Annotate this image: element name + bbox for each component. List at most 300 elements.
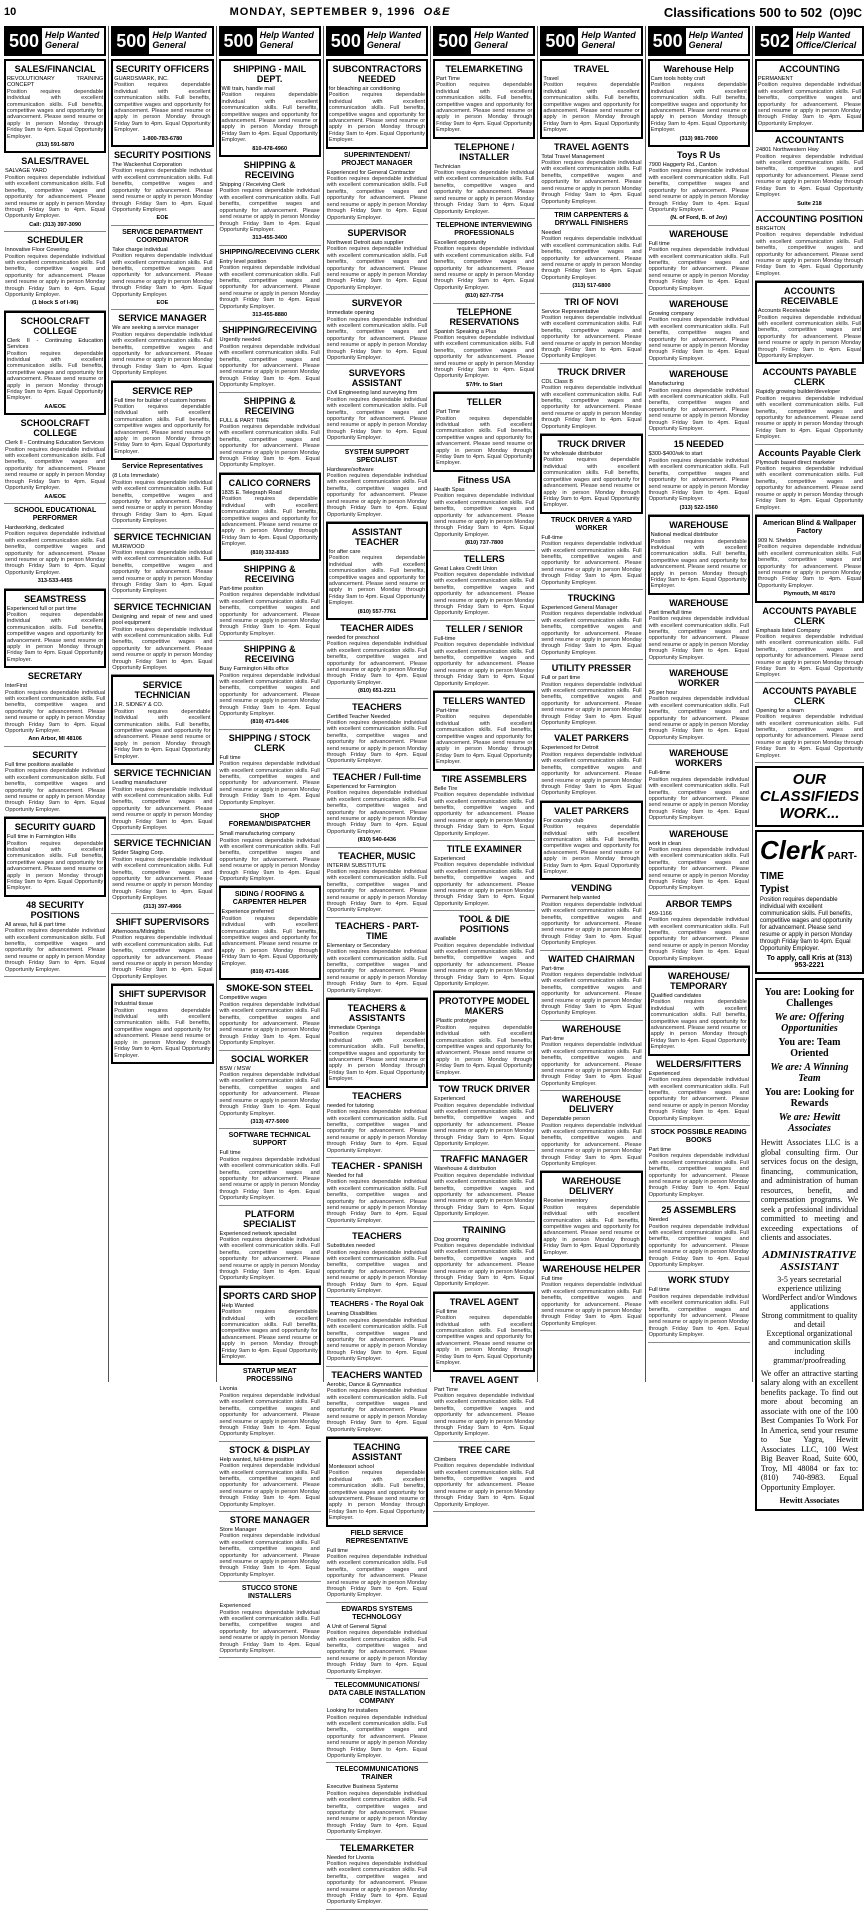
ad-subtitle: Livonia xyxy=(219,1386,238,1393)
hewitt-logo: Hewitt Associates xyxy=(779,1496,840,1506)
classified-ad xyxy=(433,691,535,771)
ad-body: Position requires dependable individual with excellent communication skills. Full benefits, competitive wages and opportunity for advancement. Please send resume or apply in person Monday through Friday 9am to 4pm. Equal Opportunity Employer. xyxy=(112,479,213,525)
ad-body: Position requires dependable individual with excellent communication skills. Full benefits, competitive wages and opportunity for advancement. Please send resume or apply in person Monday through Friday 9am to 4pm. Equal Opportunity Employer. xyxy=(541,314,642,360)
ad-subtitle: Plymouth based direct marketer xyxy=(755,459,835,466)
classified-ad xyxy=(540,1171,642,1261)
ad-subtitle: Total Travel Management xyxy=(541,153,605,160)
ad-title: WAREHOUSE DELIVERY xyxy=(561,1094,621,1115)
ad-body: Position requires dependable individual with excellent communication skills. Full benefits, competitive wages and opportunity for advancement. Please send resume or apply in person Monday through Friday 9am to 4pm. Equal Opportunity Employer. xyxy=(328,1470,426,1522)
classified-ad xyxy=(648,665,750,745)
section-header xyxy=(219,26,321,56)
classified-ad xyxy=(111,765,213,835)
classified-ad xyxy=(433,59,535,139)
ad-body: Position requires dependable individual with excellent communication skills. Full benefits, competitive wages and opportunity for advancement. Please send resume or apply in person Monday through Friday 9am to 4pm. Equal Opportunity Employer. xyxy=(5,446,106,492)
ad-subtitle: Experienced xyxy=(219,1603,251,1610)
ad-subtitle: Certified Teacher Needed xyxy=(326,713,391,720)
section-label: Help Wanted Office/Clerical xyxy=(795,30,857,50)
classified-ad xyxy=(433,219,535,304)
classified-ad xyxy=(648,1202,750,1272)
ad-contact: (810) 471-4166 xyxy=(250,969,289,975)
classified-ad xyxy=(648,745,750,825)
ad-body: Position requires dependable individual with excellent communication skills. Full benefits, competitive wages and opportunity for advancement. Please send resume or apply in person Monday through Friday 9am to 4pm. Equal Opportunity Employer. xyxy=(7,350,104,402)
column-8 xyxy=(753,26,866,1506)
ad-body: Position requires dependable individual with excellent communication skills. Full benefits, competitive wages and opportunity for advancement. Please send resume or apply in person Monday through Friday 9am to 4pm. Equal Opportunity Employer. xyxy=(326,1109,428,1154)
classified-ad xyxy=(111,226,213,311)
ad-subtitle: Experience preferred xyxy=(221,909,274,916)
classified-ad xyxy=(648,226,750,296)
ad-body: Position requires dependable individual with excellent communication skills. Full benefits, competitive wages and opportunity for advancement. Please send resume or apply in person Monday through Friday 9am to 4pm. Equal Opportunity Employer. xyxy=(112,935,213,980)
classified-ad xyxy=(4,897,106,977)
ad-body: Position requires dependable individual with excellent communication skills. Full benefits, competitive wages and opportunity for advancement. Please send resume or apply in person Monday through Friday 9am to 4pm. Equal Opportunity Employer. xyxy=(543,824,640,875)
ad-subtitle: Full time xyxy=(326,1547,348,1554)
ad-body: Position requires dependable individual with excellent communication skills. Full benefits, competitive wages and opportunity for advancement. Please send resume or apply in person Monday through Friday 9am to 4pm. Equal Opportunity Employer. xyxy=(541,1122,642,1167)
ad-body: Position requires dependable individual with excellent communication skills. Full benefits, competitive wages and opportunity for advancement. Please send resume or apply in person Monday through Friday 9am to 4pm. Equal Opportunity Employer. xyxy=(219,837,320,882)
ad-title: EDWARDS SYSTEMS TECHNOLOGY xyxy=(341,1605,413,1621)
ad-title: SHOP FOREMAN/DISPATCHER xyxy=(228,813,311,829)
ad-subtitle: Designing and repair of new and used pool equipment xyxy=(112,613,213,627)
ad-title: TEACHERS xyxy=(352,1090,402,1101)
classified-ad xyxy=(219,1286,321,1366)
ad-subtitle: We are seeking a service manager xyxy=(112,325,199,332)
ad-title: TREE CARE xyxy=(458,1444,511,1455)
ad-body: Position requires dependable individual with excellent communication skills. Full benefits, competitive wages and opportunity for advancement. Please send resume or apply in person Monday through Friday 9am to 4pm. Equal Opportunity Employer. xyxy=(543,1204,640,1256)
ad-title: SOCIAL WORKER xyxy=(230,1053,309,1064)
classified-ad xyxy=(326,699,428,769)
ad-body: Position requires dependable individual with excellent communication skills. Full benefits, competitive wages and opportunity for advancement. Please send resume or apply in person Monday through Friday 9am to 4pm. Equal Opportunity Employer. xyxy=(434,571,535,617)
classified-ad xyxy=(326,365,428,445)
ad-subtitle: Part-time xyxy=(541,1035,565,1042)
ad-title: WAREHOUSE xyxy=(669,369,729,380)
ad-body: Position requires dependable individual with excellent communication skills. Full benefits, competitive wages and opportunity for advancement. Please send resume or apply in person Monday through Friday 9am to 4pm. Equal Opportunity Employer. xyxy=(541,236,642,281)
ad-subtitle: work in clean xyxy=(648,840,682,847)
ad-subtitle: Permanent help wanted xyxy=(541,895,601,902)
section-label: Help Wanted General xyxy=(45,30,100,50)
classified-ad xyxy=(219,980,321,1050)
classified-ad xyxy=(326,998,428,1088)
ad-title: ACCOUNTS RECEIVABLE xyxy=(780,286,839,307)
ad-title: SHIPPING & RECEIVING xyxy=(243,563,296,584)
clerk-body: Position requires dependable individual with excellent communication skills. Full benefits, competitive wages and opportunity for advancement. Please send resume or apply in person Monday through Friday 9am to 4pm. Equal Opportunity Employer. xyxy=(759,897,853,953)
our-classifieds-banner: OUR CLASSIFIEDS WORK... xyxy=(755,766,864,827)
ad-title: Warehouse Help xyxy=(663,64,734,74)
ad-subtitle: Receive inventory xyxy=(543,1198,588,1205)
ad-title: SHIPPING/RECEIVING xyxy=(222,325,318,336)
ad-title: WORK STUDY xyxy=(667,1275,730,1286)
classified-ad xyxy=(326,1437,428,1527)
ad-body: Position requires dependable individual with excellent communication skills. Full benefits, competitive wages and opportunity for advancement. Please send resume or apply in person Monday through Friday 9am to 4pm. Equal Opportunity Employer. xyxy=(434,642,535,687)
classified-ad xyxy=(540,660,642,730)
ad-subtitle: Immediate opening xyxy=(326,310,375,317)
ad-title: UTILITY PRESSER xyxy=(551,663,632,674)
ad-contact: (810) 827-7754 xyxy=(465,293,504,300)
classified-ad xyxy=(4,504,106,589)
classified-ad xyxy=(4,311,106,415)
classified-ad xyxy=(111,59,213,147)
ad-title: SECURITY GUARD xyxy=(14,822,96,833)
ad-subtitle: Part Time xyxy=(434,1386,458,1393)
classified-ad xyxy=(111,460,213,528)
classified-ad xyxy=(219,810,321,886)
classified-ad xyxy=(433,991,535,1081)
ad-subtitle: Travel xyxy=(543,76,559,82)
ad-subtitle: All areas, full & part time xyxy=(5,921,66,928)
ad-subtitle: Experienced network specialist xyxy=(219,1230,297,1237)
ad-title: WAREHOUSE xyxy=(561,1023,621,1034)
classified-ad xyxy=(540,294,642,364)
ad-body: Position requires dependable individual with excellent communication skills. Full benefits, competitive wages and opportunity for advancement. Please send resume or apply in person Monday through Friday 9am to 4pm. Equal Opportunity Employer. xyxy=(221,1309,318,1361)
ad-body: Position requires dependable individual with excellent communication skills. Full benefits, competitive wages and opportunity for advancement. Please send resume or apply in person Monday through Friday 9am to 4pm. Equal Opportunity Employer. xyxy=(219,1156,320,1202)
ad-body: Position requires dependable individual with excellent communication skills. Full benefits, competitive wages and opportunity for advancement. Please send resume or apply in person Monday through Friday 9am to 4pm. Equal Opportunity Employer. xyxy=(757,82,862,127)
classified-ad xyxy=(326,1158,428,1228)
ad-subtitle: (8 Lots Immediate) xyxy=(112,473,159,480)
ad-title: STOCK POSSIBLE READING BOOKS xyxy=(650,1128,747,1144)
ad-subtitle: Executive Business Systems xyxy=(326,1784,399,1791)
ad-title: TIRE ASSEMBLERS xyxy=(441,773,527,784)
ad-subtitle: Clerk II - Continuing Education Services xyxy=(5,440,104,447)
ad-title: FIELD SERVICE REPRESENTATIVE xyxy=(345,1529,409,1545)
classified-ad xyxy=(326,1679,428,1763)
ad-body: Position requires dependable individual with excellent communication skills. Full benefits, competitive wages and opportunity for advancement. Please send resume or apply in person Monday through Friday 9am to 4pm. Equal Opportunity Employer. xyxy=(326,176,428,221)
ad-body: Position requires dependable individual with excellent communication skills. Full benefits, competitive wages and opportunity for advancement. Please send resume or apply in person Monday through Friday 9am to 4pm. Equal Opportunity Employer. xyxy=(5,174,106,220)
ad-body: Position requires dependable individual with excellent communication skills. Full benefits, competitive wages and opportunity for advancement. Please send resume or apply in person Monday through Friday 9am to 4pm. Equal Opportunity Employer. xyxy=(326,1388,428,1433)
ad-subtitle: Dog grooming xyxy=(434,1236,470,1243)
ad-contact: (810) 651-2211 xyxy=(357,688,396,695)
ad-subtitle: Experienced General Manager xyxy=(541,604,618,611)
ad-subtitle: Clerk II - Continuing Education Services xyxy=(7,337,104,351)
ad-subtitle: Part-time xyxy=(436,708,459,715)
classified-ad xyxy=(326,225,428,295)
classified-ad xyxy=(111,310,213,380)
ad-subtitle: Growing company xyxy=(648,310,694,317)
ad-subtitle: Part time/full time xyxy=(648,609,692,616)
ad-subtitle: Emphasis listed Company xyxy=(755,627,821,634)
classified-ad xyxy=(540,209,642,294)
classified-ad xyxy=(219,157,321,246)
ad-subtitle: INTERIM SUBSTITUTE xyxy=(326,862,387,869)
ad-subtitle: Full time xyxy=(436,1308,458,1315)
classified-ad xyxy=(326,59,428,149)
ad-subtitle: National medical distributor xyxy=(650,532,719,539)
classified-ad xyxy=(4,589,106,669)
ad-contact: EOE xyxy=(156,299,169,306)
ad-body: Position requires dependable individual with excellent communication skills. Full benefits, competitive wages and opportunity for advancement. Please send resume or apply in person Monday through Friday 9am to 4pm. Equal Opportunity Employer. xyxy=(648,387,749,433)
ad-title: SYSTEM SUPPORT SPECIALIST xyxy=(344,448,410,464)
ad-subtitle: Experienced full or part time xyxy=(7,605,77,612)
ad-body: Position requires dependable individual with excellent communication skills. Full benefits, competitive wages and opportunity for advancement. Please send resume or apply in person Monday through Friday 9am to 4pm. Equal Opportunity Employer. xyxy=(7,840,104,892)
ad-body: Position requires dependable individual with excellent communication skills. Full benefits, competitive wages and opportunity for advancement. Please send resume or apply in person Monday through Friday 9am to 4pm. Equal Opportunity Employer. xyxy=(5,768,106,813)
ad-title: STOCK & DISPLAY xyxy=(229,1444,311,1455)
clerk-typist-ad xyxy=(755,830,864,974)
classified-ad xyxy=(433,911,535,991)
ad-subtitle: Spider Staging Corp. xyxy=(112,850,165,857)
classified-ad xyxy=(433,771,535,841)
ad-body: Position requires dependable individual with excellent communication skills. Full benefits, competitive wages and opportunity for advancement. Please send resume or apply in person Monday through Friday 9am to 4pm. Equal Opportunity Employer. xyxy=(434,862,535,907)
ad-subtitle: REVOLUTIONARY TRAINING CONCEPT xyxy=(7,76,104,89)
classified-ad xyxy=(433,472,535,551)
ad-title: STARTUP MEAT PROCESSING xyxy=(242,1368,297,1384)
ad-body: Position requires dependable individual with excellent communication skills. Full benefits, competitive wages and opportunity for advancement. Please send resume or apply in person Monday through Friday 9am to 4pm. Equal Opportunity Employer. xyxy=(436,1024,533,1076)
ad-title: SPORTS CARD SHOP xyxy=(222,1290,317,1301)
ad-title: SUPERVISOR xyxy=(347,227,407,238)
ad-body: Position requires dependable individual with excellent communication skills. Full benefits, competitive wages and opportunity for advancement. Please send resume or apply in person Monday through Friday 9am to 4pm. Equal Opportunity Employer. xyxy=(5,531,106,576)
ad-body: Position requires dependable individual with excellent communication skills. Full benefits, competitive wages and opportunity for advancement. Please send resume or apply in person Monday through Friday 9am to 4pm. Equal Opportunity Employer. xyxy=(112,549,213,595)
classified-ad xyxy=(111,835,213,914)
ad-subtitle: Belle Tire xyxy=(434,785,458,792)
ad-body: Position requires dependable individual with excellent communication skills. Full benefits, competitive wages and opportunity for advancement. Please send resume or apply in person Monday through Friday 9am to 4pm. Equal Opportunity Employer. xyxy=(648,1223,749,1269)
ad-title: WAREHOUSE xyxy=(669,520,729,531)
ad-contact: (313) 522-1560 xyxy=(679,504,718,511)
ad-body: Position requires dependable individual with excellent communication skills. Full benefits, competitive wages and opportunity for advancement. Please send resume or apply in person Monday through Friday 9am to 4pm. Equal Opportunity Employer. xyxy=(755,153,864,199)
ad-title: TEACHER AIDES xyxy=(340,622,414,633)
classified-ad xyxy=(540,1091,642,1171)
ad-body: Position requires dependable individual with excellent communication skills. Full benefits, competitive wages and opportunity for advancement. Please send resume or apply in person Monday through Friday 9am to 4pm. Equal Opportunity Employer. xyxy=(541,681,642,727)
ad-body: Position requires dependable individual with excellent communication skills. Full benefits, competitive wages and opportunity for advancement. Please send resume or apply in person Monday through Friday 9am to 4pm. Equal Opportunity Employer. xyxy=(648,457,749,503)
ad-body: Position requires dependable individual with excellent communication skills. Full benefits, competitive wages and opportunity for advancement. Please send resume or apply in person Monday through Friday 9am to 4pm. Equal Opportunity Employer. xyxy=(326,1714,428,1759)
classified-ad xyxy=(540,730,642,800)
classified-ad xyxy=(326,848,428,918)
classified-ad xyxy=(648,896,750,966)
ad-body: Position requires dependable individual with excellent communication skills. Full benefits, competitive wages and opportunity for advancement. Please send resume or apply in person Monday through Friday 9am to 4pm. Equal Opportunity Employer. xyxy=(648,317,749,362)
ad-title: SHIPPING & RECEIVING xyxy=(243,160,296,181)
ad-title: WAREHOUSE xyxy=(669,298,729,309)
ad-title: Toys R Us xyxy=(677,150,721,161)
ad-subtitle: Rapidly growing builder/developer xyxy=(755,389,841,396)
ad-title: TRAINING xyxy=(462,1224,506,1235)
page-header xyxy=(0,0,868,24)
ad-subtitle: Substitutes needed xyxy=(326,1243,375,1250)
ad-subtitle: Full time xyxy=(219,1150,241,1157)
classified-ad xyxy=(540,1261,642,1331)
ad-contact: (313) 591-5870 xyxy=(36,142,75,149)
ad-body: Position requires dependable individual with excellent communication skills. Full benefits, competitive wages and opportunity for advancement. Please send resume or apply in person Monday through Friday 9am to 4pm. Equal Opportunity Employer. xyxy=(7,611,104,663)
ad-contact: 313-533-4455 xyxy=(37,578,73,585)
page-date: MONDAY, SEPTEMBER 9, 1996 O&E xyxy=(229,6,451,18)
section-number: 500 xyxy=(328,28,364,54)
section-number: 502 xyxy=(757,28,793,54)
ad-subtitle: BSW / MSW xyxy=(219,1065,251,1072)
ad-body: Position requires dependable individual with excellent communication skills. Full benefits, competitive wages and opportunity for advancement. Please send resume or apply in person Monday through Friday 9am to 4pm. Equal Opportunity Employer. xyxy=(114,404,211,455)
classified-ad xyxy=(4,747,106,817)
classified-ad xyxy=(433,1222,535,1292)
ad-subtitle: Hardworking, dedicated xyxy=(5,524,64,531)
column-7 xyxy=(646,26,753,1382)
ad-subtitle: Qualified candidates xyxy=(650,993,702,1000)
ad-title: WAREHOUSE WORKER xyxy=(669,668,729,689)
ad-title: WAREHOUSE xyxy=(669,828,729,839)
section-number: 500 xyxy=(435,28,471,54)
ad-title: TEACHERS & ASSISTANTS xyxy=(347,1003,407,1024)
classified-ad xyxy=(219,561,321,641)
ad-body: Position requires dependable individual with excellent communication skills. Full benefits, competitive wages and opportunity for advancement. Please send resume or apply in person Monday through Friday 9am to 4pm. Equal Opportunity Employer. xyxy=(757,314,862,359)
classified-ad xyxy=(433,1292,535,1372)
ad-body: Position requires dependable individual with excellent communication skills. Full benefits, competitive wages and opportunity for advancement. Please send resume or apply in person Monday through Friday 9am to 4pm. Equal Opportunity Employer. xyxy=(326,246,428,291)
ad-subtitle: Civil Engineering land surveying firm xyxy=(326,390,418,397)
ad-subtitle: Cam tools hobby craft xyxy=(650,76,706,82)
ad-subtitle: $300-$400/wk to start xyxy=(648,451,703,458)
ad-title: TRAFFIC MANAGER xyxy=(440,1154,528,1165)
section-label: Help Wanted General xyxy=(366,30,422,50)
ad-subtitle: Busy Farmington Hills office xyxy=(219,666,289,673)
classified-ad xyxy=(326,1840,428,1910)
ad-subtitle: Store Manager xyxy=(219,1526,257,1533)
ad-title: SALES/FINANCIAL xyxy=(14,64,96,74)
ad-subtitle: Warehouse & distribution xyxy=(434,1166,497,1173)
ad-body: Position requires dependable individual with excellent communication skills. Full benefits, competitive wages and opportunity for advancement. Please send resume or apply in person Monday through Friday 9am to 4pm. Equal Opportunity Employer. xyxy=(326,1630,428,1675)
ad-subtitle: Full time positions available xyxy=(5,761,74,768)
clerk-apply: To apply, call Kris at (313) 953-2221 xyxy=(766,955,853,970)
ad-body: Position requires dependable individual with excellent communication skills. Full benefits, competitive wages and opportunity for advancement. Please send resume or apply in person Monday through Friday 9am to 4pm. Equal Opportunity Employer. xyxy=(434,1392,535,1438)
ad-body: Position requires dependable individual with excellent communication skills. Full benefits, competitive wages and opportunity for advancement. Please send resume or apply in person Monday through Friday 9am to 4pm. Equal Opportunity Employer. xyxy=(543,82,640,134)
ad-title: SECRETARY xyxy=(27,671,83,682)
ad-title: TEACHING ASSISTANT xyxy=(351,1441,403,1462)
section-label: Help Wanted General xyxy=(152,30,207,50)
classified-ad xyxy=(433,304,535,393)
ad-subtitle: Needed for fall xyxy=(326,1172,364,1179)
ad-subtitle: Dependable person xyxy=(541,1116,591,1123)
classified-ad xyxy=(755,59,864,132)
ad-title: TEACHERS - PART-TIME xyxy=(335,920,419,941)
ad-subtitle: for wholesale distributor xyxy=(543,451,603,458)
classified-ad xyxy=(755,132,864,211)
ad-body: Position requires dependable individual with excellent communication skills. Full benefits, competitive wages and opportunity for advancement. Please send resume or apply in person Monday through Friday 9am to 4pm. Equal Opportunity Employer. xyxy=(541,972,642,1017)
ad-title: Accounts Payable Clerk xyxy=(758,447,861,458)
ad-body: Position requires dependable individual with excellent communication skills. Full benefits, competitive wages and opportunity for advancement. Please send resume or apply in person Monday through Friday 9am to 4pm. Equal Opportunity Employer. xyxy=(5,928,106,973)
classified-ad xyxy=(219,641,321,730)
ad-body: Position requires dependable individual with excellent communication skills. Full benefits, competitive wages and opportunity for advancement. Please send resume or apply in person Monday through Friday 9am to 4pm. Equal Opportunity Employer. xyxy=(436,714,533,766)
ad-subtitle: for bleaching air conditioning xyxy=(328,86,401,92)
classified-ad xyxy=(433,841,535,911)
ad-body: Position requires dependable individual with excellent communication skills. Full benefits, competitive wages and opportunity for advancement. Please send resume or apply in person Monday through Friday 9am to 4pm. Equal Opportunity Employer. xyxy=(648,846,749,892)
classified-ad xyxy=(111,529,213,599)
ad-body: Position requires dependable individual with excellent communication skills. Full benefits, competitive wages and opportunity for advancement. Please send resume or apply in person Monday through Friday 9am to 4pm. Equal Opportunity Employer. xyxy=(326,396,428,442)
ad-title: TELLER / SENIOR xyxy=(445,623,523,634)
ad-subtitle: Urgently needed xyxy=(219,337,261,344)
classified-ad xyxy=(4,153,106,232)
ad-body: Position requires dependable individual with excellent communication skills. Full benefits, competitive wages and opportunity for advancement. Please send resume or apply in person Monday through Friday 9am to 4pm. Equal Opportunity Employer. xyxy=(436,415,533,467)
ad-title: TRUCK DRIVER & YARD WORKER xyxy=(551,516,632,532)
ad-body: Position requires dependable individual with excellent communication skills. Full benefits, competitive wages and opportunity for advancement. Please send resume or apply in person Monday through Friday 9am to 4pm. Equal Opportunity Employer. xyxy=(541,160,642,205)
ad-body: Position requires dependable individual with excellent communication skills. Full benefits, competitive wages and opportunity for advancement. Please send resume or apply in person Monday through Friday 9am to 4pm. Equal Opportunity Employer. xyxy=(112,253,213,298)
hewitt-line: You are: Looking for Challenges xyxy=(764,987,855,1010)
classified-ad xyxy=(111,984,213,1064)
hewitt-body: Hewitt Associates LLC is a global consulting firm. Our services focus on the design, financing, communication, and administration of human resources, benefit, and compensation programs. We seek a professional individual committed to meeting and exceeding expectations of clients and associates. xyxy=(760,1138,859,1243)
classified-ad xyxy=(219,473,321,561)
ad-title: SERVICE TECHNICIAN xyxy=(113,601,212,612)
ad-title: STUCCO STONE INSTALLERS xyxy=(241,1585,298,1601)
ad-body: Position requires dependable individual with excellent communication skills. Full benefits, competitive wages and opportunity for advancement. Please send resume or apply in person Monday through Friday 9am to 4pm. Equal Opportunity Employer. xyxy=(326,473,428,518)
ad-subtitle: Full-time xyxy=(648,770,671,777)
ad-subtitle: J.R. SIDNEY & CO. xyxy=(114,702,164,709)
ad-title: TRAVEL xyxy=(573,64,610,74)
classified-ad xyxy=(326,1228,428,1298)
ad-body: Position requires dependable individual with excellent communication skills. Full benefits, competitive wages and opportunity for advancement. Please send resume or apply in person Monday through Friday 9am to 4pm. Equal Opportunity Employer. xyxy=(326,1861,428,1906)
classified-ad xyxy=(540,880,642,950)
ad-subtitle: Aerobic, Dance & Gymnastics xyxy=(326,1381,402,1388)
ad-title: SHIPPING & RECEIVING xyxy=(243,395,296,416)
classified-ad xyxy=(433,392,535,472)
ad-title: TEACHERS xyxy=(352,1231,402,1242)
ad-body: Position requires dependable individual with excellent communication skills. Full benefits, competitive wages and opportunity for advancement. Please send resume or apply in person Monday through Friday 9am to 4pm. Equal Opportunity Employer. xyxy=(434,1102,535,1147)
ad-title: SUPERINTENDENT/ PROJECT MANAGER xyxy=(341,151,413,167)
ad-body: Position requires dependable individual with excellent communication skills. Full benefits, competitive wages and opportunity for advancement. Please send resume or apply in person Monday through Friday 9am to 4pm. Equal Opportunity Employer. xyxy=(221,92,318,144)
ad-title: TELLERS xyxy=(463,553,505,564)
classified-ad xyxy=(219,1512,321,1582)
ad-body: Position requires dependable individual with excellent communication skills. Full benefits, competitive wages and opportunity for advancement. Please send resume or apply in person Monday through Friday 9am to 4pm. Equal Opportunity Employer. xyxy=(541,1282,642,1327)
ad-title: TEACHER / Full-time xyxy=(332,771,422,782)
ad-subtitle: Immediate Openings xyxy=(328,1025,381,1032)
classified-ad xyxy=(219,1129,321,1205)
admin-assistant-title: ADMINISTRATIVE ASSISTANT xyxy=(762,1248,857,1273)
ad-title: SALES/TRAVEL xyxy=(21,156,90,167)
ad-subtitle: Entry level position xyxy=(219,258,267,265)
ad-contact: (313) 397-4966 xyxy=(143,903,182,910)
ad-subtitle: Northwest Detroit auto supplier xyxy=(326,239,404,246)
ad-subtitle: needed for preschool xyxy=(326,634,380,641)
ad-body: Position requires dependable individual with excellent communication skills. Full benefits, competitive wages and opportunity for advancement. Please send resume or apply in person Monday through Friday 9am to 4pm. Equal Opportunity Employer. xyxy=(541,751,642,797)
ad-body: Position requires dependable individual with excellent communication skills. Full benefits, competitive wages and opportunity for advancement. Please send resume or apply in person Monday through Friday 9am to 4pm. Equal Opportunity Employer. xyxy=(219,761,320,806)
ad-title: TELEMARKETING xyxy=(445,64,523,74)
ad-title: Service Representatives xyxy=(121,463,203,471)
classified-ad xyxy=(326,149,428,225)
ad-title: TEACHERS xyxy=(352,701,402,712)
ad-body: Position requires dependable individual with excellent communication skills. Full benefits, competitive wages and opportunity for advancement. Please send resume or apply in person Monday through Friday 9am to 4pm. Equal Opportunity Employer. xyxy=(326,1554,428,1599)
section-header xyxy=(4,26,106,56)
section-number: 500 xyxy=(6,28,42,54)
ad-body: Position requires dependable individual with excellent communication skills. Full benefits, competitive wages and opportunity for advancement. Please send resume or apply in person Monday through Friday 9am to 4pm. Equal Opportunity Employer. xyxy=(219,343,320,389)
ad-title: SERVICE TECHNICIAN xyxy=(113,531,212,542)
ad-subtitle: CDL Class B xyxy=(541,378,574,385)
classified-ad xyxy=(326,522,428,620)
ad-body: Position requires dependable individual with excellent communication skills. Full benefits, competitive wages and opportunity for advancement. Please send resume or apply in person Monday through Friday 9am to 4pm. Equal Opportunity Employer. xyxy=(648,696,749,741)
ad-body: Position requires dependable individual with excellent communication skills. Full benefits, competitive wages and opportunity for advancement. Please send resume or apply in person Monday through Friday 9am to 4pm. Equal Opportunity Employer. xyxy=(112,168,213,213)
ad-body: Position requires dependable individual with excellent communication skills. Full benefits, competitive wages and opportunity for advancement. Please send resume or apply in person Monday through Friday 9am to 4pm. Equal Opportunity Employer. xyxy=(112,856,213,902)
classified-ad xyxy=(4,232,106,311)
ad-body: Position requires dependable individual with excellent communication skills. Full benefits, competitive wages and opportunity for advancement. Please send resume or apply in person Monday through Friday 9am to 4pm. Equal Opportunity Employer. xyxy=(326,949,428,994)
ad-title: CALICO CORNERS xyxy=(228,477,311,488)
classified-ad xyxy=(433,139,535,219)
ad-subtitle: Spanish Speaking a Plus xyxy=(434,328,497,335)
ad-subtitle: Experienced xyxy=(648,1070,680,1077)
ad-title: SCHOOLCRAFT COLLEGE xyxy=(20,418,90,439)
ad-contact: 810-478-4960 xyxy=(252,145,288,152)
classified-ad xyxy=(219,730,321,810)
ad-body: Position requires dependable individual with excellent communication skills. Full benefits, competitive wages and opportunity for advancement. Please send resume or apply in person Monday through Friday 9am to 4pm. Equal Opportunity Employer. xyxy=(648,776,749,822)
ad-subtitle: Montessori school xyxy=(328,1463,374,1470)
ad-title: SUBCONTRACTORS NEEDED xyxy=(332,64,422,84)
classified-ad xyxy=(755,603,864,683)
section-header xyxy=(326,26,428,56)
ad-body: Position requires dependable individual with excellent communication skills. Full benefits, competitive wages and opportunity for advancement. Please send resume or apply in person Monday through Friday 9am to 4pm. Equal Opportunity Employer. xyxy=(112,786,213,831)
ad-title: SECURITY OFFICERS xyxy=(115,64,210,74)
classified-ad xyxy=(219,1442,321,1512)
ad-title: SECURITY POSITIONS xyxy=(113,150,211,161)
section-number: 500 xyxy=(221,28,257,54)
ad-title: WAREHOUSE xyxy=(669,228,729,239)
ad-title: STORE MANAGER xyxy=(229,1514,310,1525)
section-label: Help Wanted General xyxy=(474,30,529,50)
ad-title: SCHOOLCRAFT COLLEGE xyxy=(20,315,90,336)
ad-subtitle: Afternoons/Midnights xyxy=(112,929,165,935)
classified-ad xyxy=(648,826,750,896)
ad-body: Position requires dependable individual with excellent communication skills. Full benefits, competitive wages and opportunity for advancement. Please send resume or apply in person Monday through Friday 9am to 4pm. Equal Opportunity Employer. xyxy=(648,1077,749,1122)
ad-subtitle: Plastic prototype xyxy=(436,1018,478,1025)
ad-title: VALET PARKERS xyxy=(554,733,629,744)
classified-ad xyxy=(433,621,535,691)
columns xyxy=(2,26,866,1906)
ad-body: Position requires dependable individual with excellent communication skills. Full benefits, competitive wages and opportunity for advancement. Please send resume or apply in person Monday through Friday 9am to 4pm. Equal Opportunity Employer. xyxy=(328,555,426,607)
ad-subtitle: 459-1166 xyxy=(648,910,672,917)
ad-body: Position requires dependable individual with excellent communication skills. Full benefits, competitive wages and opportunity for advancement. Please send resume or apply in person Monday through Friday 9am to 4pm. Equal Opportunity Employer. xyxy=(648,917,749,962)
